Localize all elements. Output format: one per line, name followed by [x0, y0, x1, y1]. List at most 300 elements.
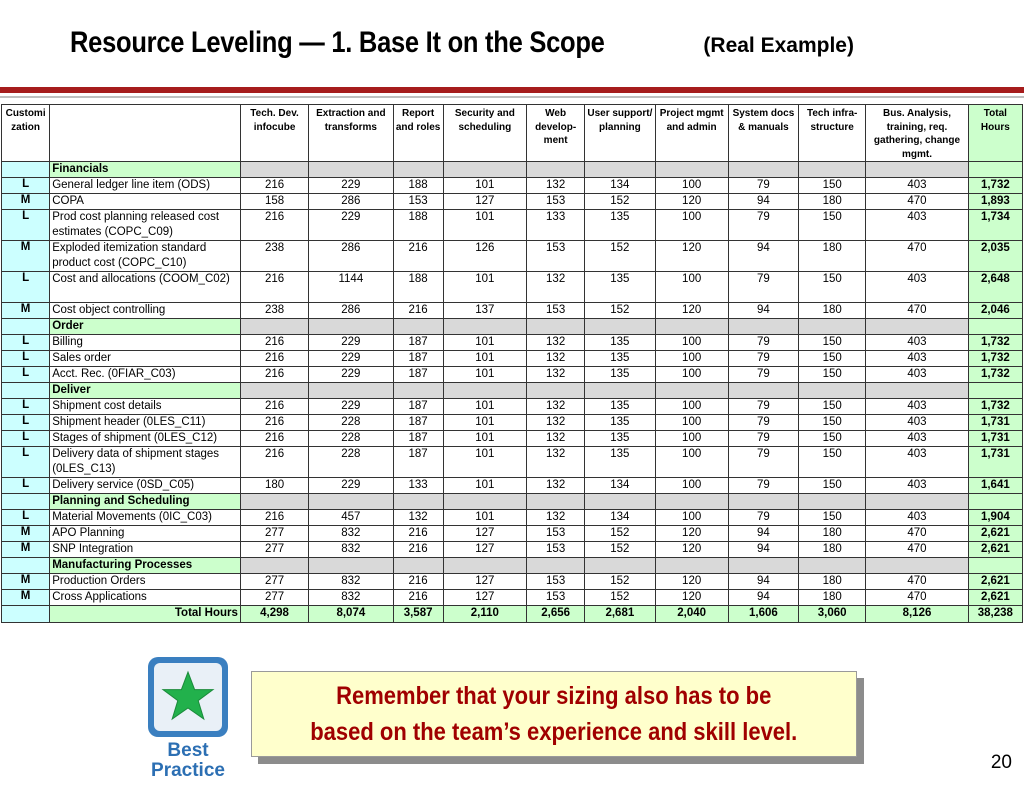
hours-cell: 229: [309, 399, 393, 415]
hours-cell: 152: [585, 574, 655, 590]
table-row: [2, 574, 1023, 590]
hours-cell: 135: [585, 272, 655, 303]
hours-cell: 150: [799, 510, 866, 526]
hours-cell: 150: [799, 447, 866, 478]
hours-cell: 150: [799, 272, 866, 303]
col-header-tech-infra: Tech infra-structure: [799, 105, 866, 162]
item-name: Exploded itemization standard product cost (COPC_C10): [50, 241, 241, 272]
star-icon: [160, 669, 216, 725]
hours-cell: 180: [799, 194, 866, 210]
hours-cell: 277: [240, 590, 308, 606]
hours-cell: 277: [240, 526, 308, 542]
hours-cell: 216: [240, 399, 308, 415]
level-cell: L: [2, 351, 50, 367]
hours-cell: 101: [443, 399, 526, 415]
section-cell: [393, 558, 443, 574]
hours-cell: 180: [799, 241, 866, 272]
level-cell: M: [2, 590, 50, 606]
level-cell: [2, 606, 50, 623]
totals-label: Total Hours: [50, 606, 241, 623]
hours-cell: 470: [866, 574, 968, 590]
hours-cell: 132: [527, 335, 585, 351]
best-practice-label-line2: Practice: [151, 760, 225, 781]
hours-cell: 120: [655, 542, 728, 558]
section-cell: [585, 558, 655, 574]
hours-cell: 120: [655, 241, 728, 272]
col-header-customization: Customization: [2, 105, 50, 162]
section-cell: [240, 558, 308, 574]
hours-cell: 216: [393, 590, 443, 606]
hours-cell: 101: [443, 447, 526, 478]
hours-cell: 150: [799, 399, 866, 415]
column-total-cell: 2,681: [585, 606, 655, 623]
item-name: Production Orders: [50, 574, 241, 590]
hours-cell: 132: [527, 399, 585, 415]
callout-line-1: Remember that your sizing also has to be: [336, 682, 772, 710]
hours-cell: 152: [585, 590, 655, 606]
item-name: Cost object controlling: [50, 303, 241, 319]
hours-cell: 216: [240, 431, 308, 447]
level-cell: M: [2, 526, 50, 542]
hours-cell: 180: [240, 478, 308, 494]
hours-cell: 101: [443, 178, 526, 194]
hours-cell: 286: [309, 303, 393, 319]
table-row: [2, 210, 1023, 241]
hours-cell: 153: [527, 241, 585, 272]
row-total-cell: 1,641: [968, 478, 1022, 494]
hours-cell: 216: [240, 351, 308, 367]
page-number: 20: [990, 752, 1012, 773]
hours-cell: 120: [655, 590, 728, 606]
hours-cell: 403: [866, 510, 968, 526]
hours-cell: 100: [655, 335, 728, 351]
section-cell: [309, 319, 393, 335]
table-row: [2, 431, 1023, 447]
hours-cell: 403: [866, 210, 968, 241]
callout-line-2: based on the team’s experience and skill level.: [310, 718, 798, 746]
hours-cell: 101: [443, 415, 526, 431]
hours-cell: 150: [799, 431, 866, 447]
column-total-cell: 4,298: [240, 606, 308, 623]
level-cell: L: [2, 367, 50, 383]
row-total-cell: 2,621: [968, 590, 1022, 606]
column-total-cell: 2,656: [527, 606, 585, 623]
item-name: Prod cost planning released cost estimates (COPC_C09): [50, 210, 241, 241]
hours-cell: 153: [527, 526, 585, 542]
level-cell: L: [2, 210, 50, 241]
hours-cell: 101: [443, 431, 526, 447]
row-total-cell: 1,732: [968, 335, 1022, 351]
hours-cell: 187: [393, 335, 443, 351]
hours-cell: 137: [443, 303, 526, 319]
section-cell: [443, 383, 526, 399]
hours-cell: 188: [393, 178, 443, 194]
section-cell: [443, 162, 526, 178]
section-label: Deliver: [50, 383, 241, 399]
col-header-bus-analysis: Bus. Analysis, training, req. gathering, change mgmt.: [866, 105, 968, 162]
section-cell: [728, 494, 798, 510]
level-cell: L: [2, 478, 50, 494]
hours-cell: 133: [527, 210, 585, 241]
hours-cell: 180: [799, 526, 866, 542]
hours-cell: 277: [240, 542, 308, 558]
section-cell: [240, 383, 308, 399]
hours-cell: 135: [585, 447, 655, 478]
hours-cell: 135: [585, 431, 655, 447]
section-cell: [443, 319, 526, 335]
section-cell: [799, 558, 866, 574]
level-cell: L: [2, 415, 50, 431]
hours-cell: 100: [655, 510, 728, 526]
section-cell: [585, 162, 655, 178]
col-header-project-mgmt: Project mgmt and admin: [655, 105, 728, 162]
hours-cell: 132: [527, 478, 585, 494]
hours-cell: 127: [443, 542, 526, 558]
section-cell: [527, 383, 585, 399]
hours-cell: 133: [393, 478, 443, 494]
hours-cell: 132: [393, 510, 443, 526]
hours-cell: 101: [443, 210, 526, 241]
hours-cell: 127: [443, 574, 526, 590]
hours-cell: 120: [655, 526, 728, 542]
level-cell: M: [2, 194, 50, 210]
section-label: Planning and Scheduling: [50, 494, 241, 510]
item-name: Delivery service (0SD_C05): [50, 478, 241, 494]
hours-cell: 94: [728, 526, 798, 542]
row-total-cell: 2,621: [968, 542, 1022, 558]
hours-cell: 153: [527, 542, 585, 558]
hours-cell: 403: [866, 335, 968, 351]
section-label: Order: [50, 319, 241, 335]
slide-title-sub: (Real Example): [703, 34, 854, 57]
hours-cell: 470: [866, 542, 968, 558]
total-cell: [968, 494, 1022, 510]
hours-cell: 403: [866, 447, 968, 478]
hours-cell: 120: [655, 194, 728, 210]
hours-cell: 132: [527, 447, 585, 478]
hours-cell: 238: [240, 241, 308, 272]
section-row: [2, 162, 1023, 178]
table-row: [2, 399, 1023, 415]
item-name: COPA: [50, 194, 241, 210]
section-cell: [866, 383, 968, 399]
hours-cell: 188: [393, 272, 443, 303]
hours-cell: 403: [866, 478, 968, 494]
hours-cell: 180: [799, 574, 866, 590]
hours-cell: 134: [585, 178, 655, 194]
hours-cell: 229: [309, 478, 393, 494]
hours-cell: 132: [527, 431, 585, 447]
section-cell: [527, 162, 585, 178]
hours-cell: 229: [309, 351, 393, 367]
hours-cell: 100: [655, 367, 728, 383]
hours-cell: 832: [309, 590, 393, 606]
hours-cell: 132: [527, 272, 585, 303]
row-total-cell: 1,731: [968, 415, 1022, 431]
table-row: [2, 590, 1023, 606]
hours-cell: 188: [393, 210, 443, 241]
hours-cell: 153: [527, 194, 585, 210]
section-row: [2, 319, 1023, 335]
hours-cell: 470: [866, 194, 968, 210]
table-row: [2, 303, 1023, 319]
hours-cell: 216: [393, 241, 443, 272]
hours-cell: 187: [393, 367, 443, 383]
hours-cell: 216: [393, 574, 443, 590]
hours-cell: 150: [799, 210, 866, 241]
hours-cell: 94: [728, 590, 798, 606]
section-cell: [309, 162, 393, 178]
row-total-cell: 1,732: [968, 367, 1022, 383]
hours-cell: 79: [728, 447, 798, 478]
hours-cell: 150: [799, 478, 866, 494]
total-cell: [968, 383, 1022, 399]
section-cell: [585, 319, 655, 335]
hours-cell: 101: [443, 272, 526, 303]
row-total-cell: 1,732: [968, 399, 1022, 415]
hours-cell: 403: [866, 431, 968, 447]
item-name: Acct. Rec. (0FIAR_C03): [50, 367, 241, 383]
hours-cell: 187: [393, 431, 443, 447]
row-total-cell: 1,732: [968, 351, 1022, 367]
hours-cell: 152: [585, 542, 655, 558]
table-row: [2, 194, 1023, 210]
hours-cell: 277: [240, 574, 308, 590]
hours-cell: 153: [527, 574, 585, 590]
hours-cell: 94: [728, 241, 798, 272]
hours-cell: 135: [585, 415, 655, 431]
hours-cell: 228: [309, 415, 393, 431]
hours-cell: 135: [585, 210, 655, 241]
hours-cell: 403: [866, 178, 968, 194]
hours-cell: 150: [799, 335, 866, 351]
hours-cell: 134: [585, 478, 655, 494]
hours-cell: 180: [799, 303, 866, 319]
table-row: [2, 526, 1023, 542]
hours-cell: 127: [443, 194, 526, 210]
hours-cell: 152: [585, 526, 655, 542]
level-cell: M: [2, 574, 50, 590]
hours-cell: 79: [728, 178, 798, 194]
level-cell: M: [2, 542, 50, 558]
hours-cell: 470: [866, 590, 968, 606]
hours-cell: 832: [309, 542, 393, 558]
hours-cell: 94: [728, 574, 798, 590]
section-cell: [527, 494, 585, 510]
section-cell: [799, 162, 866, 178]
item-name: Cost and allocations (COOM_C02): [50, 272, 241, 303]
table-row: [2, 351, 1023, 367]
row-total-cell: 1,893: [968, 194, 1022, 210]
hours-cell: 158: [240, 194, 308, 210]
hours-cell: 132: [527, 415, 585, 431]
hours-cell: 79: [728, 210, 798, 241]
table-row: [2, 447, 1023, 478]
totals-row: [2, 606, 1023, 623]
section-cell: [393, 319, 443, 335]
level-cell: [2, 494, 50, 510]
section-cell: [866, 162, 968, 178]
level-cell: L: [2, 178, 50, 194]
slide-title: [70, 26, 854, 60]
hours-cell: 403: [866, 367, 968, 383]
hours-cell: 135: [585, 351, 655, 367]
hours-cell: 152: [585, 241, 655, 272]
hours-cell: 180: [799, 542, 866, 558]
row-total-cell: 2,648: [968, 272, 1022, 303]
hours-cell: 403: [866, 272, 968, 303]
hours-cell: 100: [655, 415, 728, 431]
hours-cell: 150: [799, 178, 866, 194]
row-total-cell: 2,035: [968, 241, 1022, 272]
column-total-cell: 1,606: [728, 606, 798, 623]
hours-cell: 79: [728, 399, 798, 415]
hours-cell: 127: [443, 590, 526, 606]
hours-cell: 132: [527, 351, 585, 367]
section-cell: [527, 558, 585, 574]
best-practice-badge: [148, 657, 228, 737]
hours-cell: 100: [655, 431, 728, 447]
hours-cell: 457: [309, 510, 393, 526]
item-name: SNP Integration: [50, 542, 241, 558]
col-header-total: Total Hours: [968, 105, 1022, 162]
section-label: Financials: [50, 162, 241, 178]
column-total-cell: 3,587: [393, 606, 443, 623]
resource-leveling-table: [1, 104, 1023, 623]
hours-cell: 229: [309, 367, 393, 383]
hours-cell: 187: [393, 415, 443, 431]
level-cell: L: [2, 335, 50, 351]
col-header-web: Web develop-ment: [527, 105, 585, 162]
row-total-cell: 1,734: [968, 210, 1022, 241]
section-cell: [443, 494, 526, 510]
hours-cell: 132: [527, 510, 585, 526]
hours-cell: 100: [655, 447, 728, 478]
hours-cell: 94: [728, 303, 798, 319]
hours-cell: 229: [309, 210, 393, 241]
hours-cell: 153: [527, 590, 585, 606]
hours-cell: 832: [309, 526, 393, 542]
row-total-cell: 1,732: [968, 178, 1022, 194]
hours-cell: 187: [393, 399, 443, 415]
hours-cell: 101: [443, 351, 526, 367]
hours-cell: 403: [866, 351, 968, 367]
table-row: [2, 367, 1023, 383]
level-cell: [2, 319, 50, 335]
item-name: Material Movements (0IC_C03): [50, 510, 241, 526]
section-cell: [240, 494, 308, 510]
hours-cell: 79: [728, 431, 798, 447]
hours-cell: 120: [655, 574, 728, 590]
section-cell: [393, 162, 443, 178]
hours-cell: 150: [799, 415, 866, 431]
hours-cell: 229: [309, 178, 393, 194]
section-row: [2, 383, 1023, 399]
item-name: Cross Applications: [50, 590, 241, 606]
grand-total-cell: 38,238: [968, 606, 1022, 623]
level-cell: M: [2, 303, 50, 319]
hours-cell: 94: [728, 542, 798, 558]
hours-cell: 216: [240, 335, 308, 351]
col-header-report: Report and roles: [393, 105, 443, 162]
section-cell: [240, 162, 308, 178]
section-cell: [240, 319, 308, 335]
section-cell: [799, 383, 866, 399]
section-row: [2, 494, 1023, 510]
level-cell: [2, 383, 50, 399]
hours-cell: 126: [443, 241, 526, 272]
table-row: [2, 415, 1023, 431]
callout-text: [310, 678, 797, 750]
best-practice-label-line1: Best: [167, 740, 209, 761]
level-cell: L: [2, 399, 50, 415]
section-cell: [728, 558, 798, 574]
hours-cell: 152: [585, 303, 655, 319]
total-cell: [968, 162, 1022, 178]
hours-cell: 132: [527, 178, 585, 194]
hours-cell: 135: [585, 399, 655, 415]
column-total-cell: 8,074: [309, 606, 393, 623]
col-header-security: Security and scheduling: [443, 105, 526, 162]
hours-cell: 101: [443, 510, 526, 526]
hours-cell: 216: [240, 447, 308, 478]
table-row: [2, 178, 1023, 194]
hours-cell: 150: [799, 351, 866, 367]
hours-cell: 127: [443, 526, 526, 542]
slide-title-main: Resource Leveling — 1. Base It on the Scope: [70, 26, 605, 59]
hours-cell: 100: [655, 399, 728, 415]
row-total-cell: 1,731: [968, 447, 1022, 478]
hours-cell: 153: [393, 194, 443, 210]
table-row: [2, 241, 1023, 272]
section-cell: [799, 494, 866, 510]
hours-cell: 228: [309, 447, 393, 478]
column-total-cell: 2,110: [443, 606, 526, 623]
section-cell: [655, 383, 728, 399]
col-header-blank: [50, 105, 241, 162]
hours-cell: 187: [393, 447, 443, 478]
hours-cell: 101: [443, 478, 526, 494]
hours-cell: 150: [799, 367, 866, 383]
section-cell: [866, 558, 968, 574]
col-header-tech-dev: Tech. Dev. infocube: [240, 105, 308, 162]
hours-cell: 79: [728, 510, 798, 526]
item-name: Shipment cost details: [50, 399, 241, 415]
item-name: Stages of shipment (0LES_C12): [50, 431, 241, 447]
row-total-cell: 1,731: [968, 431, 1022, 447]
hours-cell: 79: [728, 351, 798, 367]
section-cell: [728, 383, 798, 399]
row-total-cell: 2,621: [968, 526, 1022, 542]
hours-cell: 100: [655, 351, 728, 367]
hours-cell: 134: [585, 510, 655, 526]
hours-cell: 120: [655, 303, 728, 319]
level-cell: L: [2, 272, 50, 303]
section-label: Manufacturing Processes: [50, 558, 241, 574]
hours-cell: 1144: [309, 272, 393, 303]
hours-cell: 187: [393, 351, 443, 367]
col-header-user-support: User support/ planning: [585, 105, 655, 162]
row-total-cell: 1,904: [968, 510, 1022, 526]
title-rule: [0, 87, 1024, 93]
column-total-cell: 2,040: [655, 606, 728, 623]
level-cell: L: [2, 510, 50, 526]
item-name: Delivery data of shipment stages (0LES_C13): [50, 447, 241, 478]
hours-cell: 470: [866, 526, 968, 542]
hours-cell: 132: [527, 367, 585, 383]
hours-cell: 94: [728, 194, 798, 210]
table-body: [2, 162, 1023, 623]
